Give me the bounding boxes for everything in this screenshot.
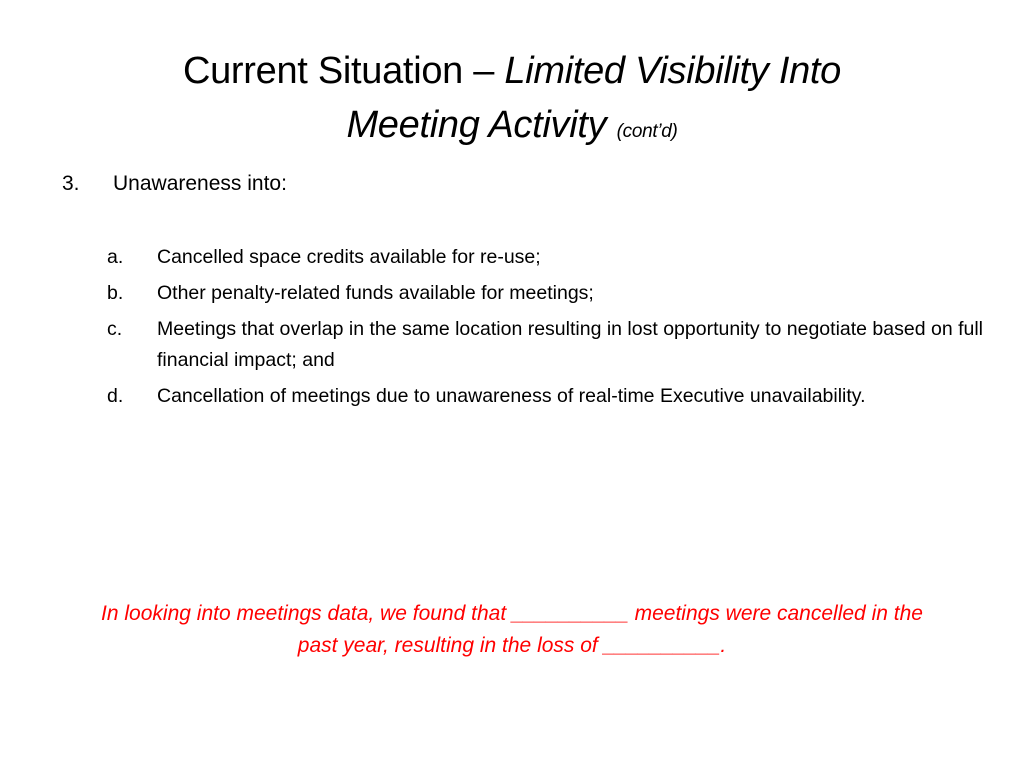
slide-title (60, 44, 964, 159)
title-part-3: Meeting Activity (346, 104, 607, 146)
sub-item-text: Other penalty-related funds available for meetings; (157, 282, 594, 304)
sub-item-text: Meetings that overlap in the same location resulting in lost opportunity to negotiate based on full financial impact; and (157, 318, 984, 371)
main-item-number: 3. (62, 172, 80, 195)
main-list-item (62, 170, 287, 198)
sub-list (107, 242, 987, 417)
sub-list-item-b (107, 278, 987, 309)
title-part-1: Current Situation – (182, 50, 505, 92)
title-suffix: (cont’d) (616, 121, 678, 142)
sub-item-text: Cancellation of meetings due to unawareness of real-time Executive unavailability. (157, 385, 866, 407)
main-item-text: Unawareness into: (113, 172, 287, 195)
sub-item-letter: d. (107, 385, 124, 407)
title-part-2: Limited Visibility Into (504, 50, 842, 92)
sub-item-letter: b. (107, 282, 124, 304)
sub-list-item-d (107, 381, 987, 412)
sub-list-item-a (107, 242, 987, 273)
callout-text: In looking into meetings data, we found that __________ meetings were cancelled in the past year, resulting in the loss of __________. (101, 602, 923, 657)
sub-list-item-c (107, 314, 987, 376)
sub-item-letter: c. (107, 318, 123, 340)
sub-item-letter: a. (107, 246, 124, 268)
sub-item-text: Cancelled space credits available for re-use; (157, 246, 541, 268)
